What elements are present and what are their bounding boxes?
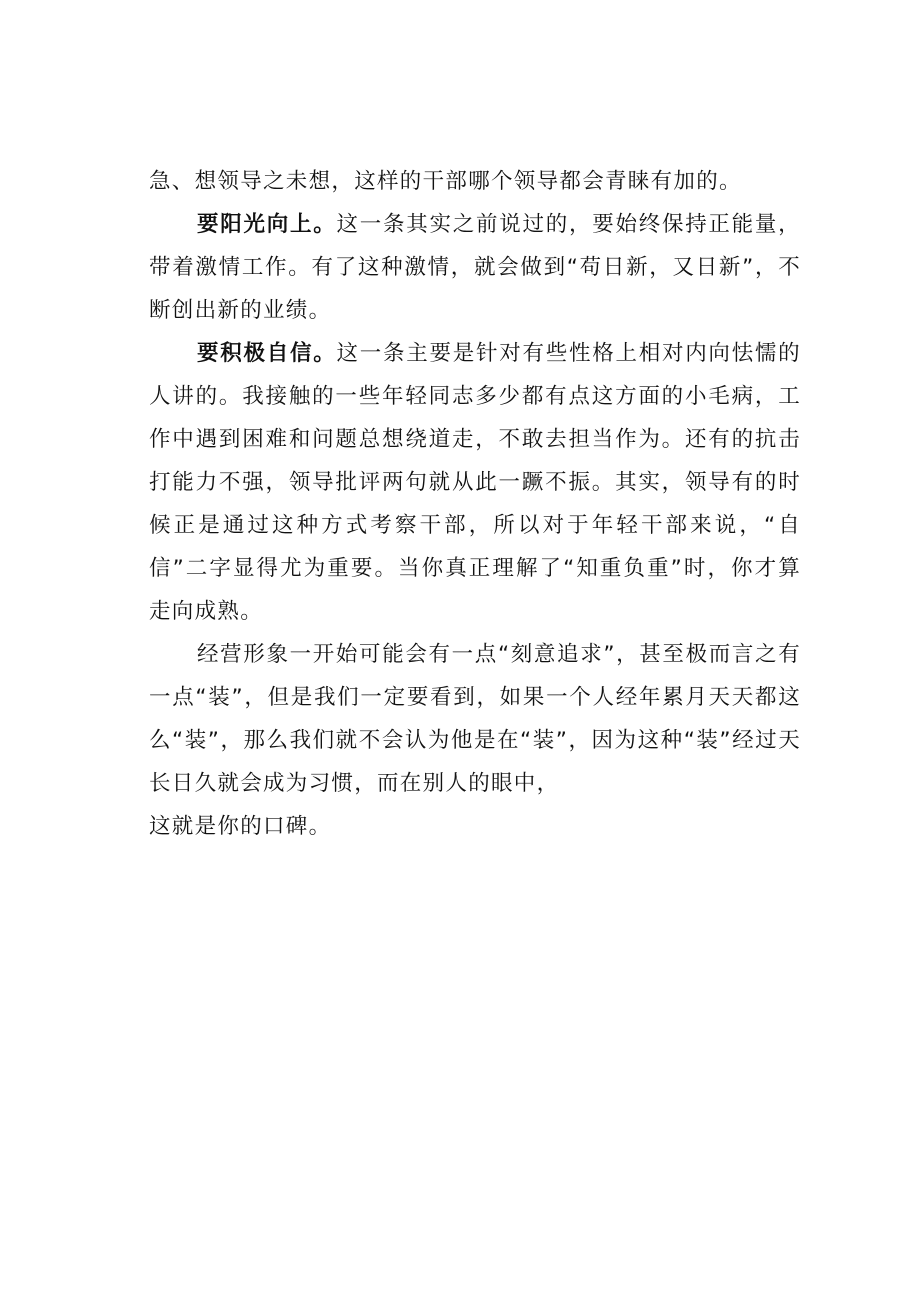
paragraph-confident [149,332,801,633]
paragraph-heading: 要积极自信。 [197,341,337,366]
paragraph-text: 急、想领导之未想，这样的干部哪个领导都会青睐有加的。 [149,169,742,194]
paragraph-text: 这一条主要是针对有些性格上相对内向怯懦的人讲的。我接触的一些年轻同志多少都有点这方面的小毛病，工作中遇到困难和问题总想绕道走，不敢去担当作为。还有的抗击打能力不强，领导批评两句就从此一蹶不振。其实，领导有的时候正是通过这种方式考察干部，所以对于年轻干部来说，“自信”二字显得尤为重要。当你真正理解了“知重负重”时，你才算走向成熟。 [149,341,801,624]
paragraph-heading: 要阳光向上。 [197,212,337,237]
paragraph-sunny-upward [149,203,801,332]
paragraph-image-building [149,633,801,848]
paragraph-text: 这一条其实之前说过的，要始终保持正能量，带着激情工作。有了这种激情，就会做到“苟日新，又日新”，不断创出新的业绩。 [149,212,801,323]
paragraph-text: 经营形象一开始可能会有一点“刻意追求”，甚至极而言之有一点“装”，但是我们一定要看到，如果一个人经年累月天天都这么“装”，那么我们就不会认为他是在“装”，因为这种“装”经过天长日久就会成为习惯，而在别人的眼中， [149,642,801,796]
paragraph-continued [149,160,801,203]
document-body [149,160,801,848]
paragraph-closing-line: 这就是你的口碑。 [149,814,332,839]
